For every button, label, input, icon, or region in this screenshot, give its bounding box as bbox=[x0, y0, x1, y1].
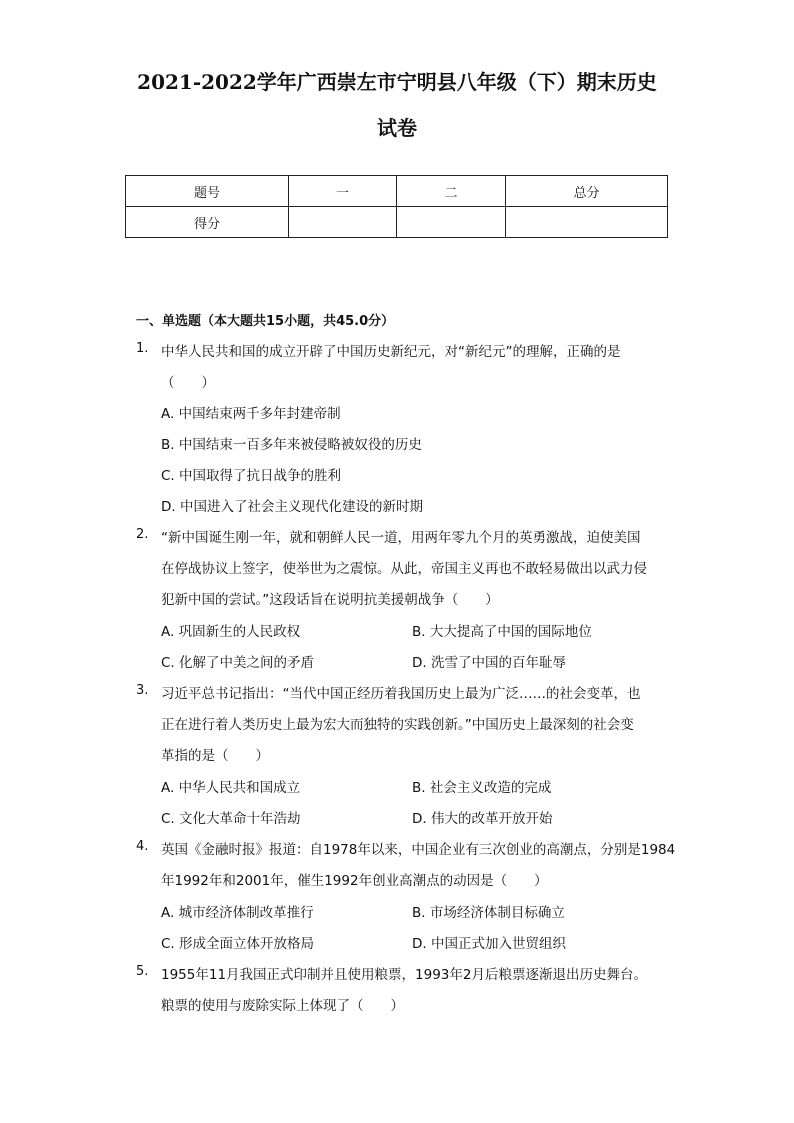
question-text-line: 年1992年和2001年，催生1992年创业高潮点的动因是（ ） bbox=[161, 873, 548, 889]
answer-option: C. 形成全面立体开放格局 bbox=[161, 936, 315, 952]
table-cell bbox=[289, 207, 397, 238]
question-text-line: 在停战协议上签字，使举世为之震惊。从此，帝国主义再也不敢轻易做出以武力侵 bbox=[161, 561, 647, 577]
answer-option: A. 巩固新生的人民政权 bbox=[161, 624, 301, 640]
answer-option: B. 社会主义改造的完成 bbox=[412, 780, 552, 796]
section-heading: 一、单选题（本大题共15小题，共45.0分） bbox=[136, 314, 395, 329]
answer-option: B. 市场经济体制目标确立 bbox=[412, 905, 565, 921]
score-table-header-row bbox=[126, 176, 668, 207]
question-number: 1. bbox=[136, 341, 149, 356]
table-cell: 得分 bbox=[126, 207, 289, 238]
answer-option: C. 化解了中美之间的矛盾 bbox=[161, 655, 315, 671]
table-header-cell: 题号 bbox=[126, 176, 289, 207]
question-text-line: 1955年11月我国正式印制并且使用粮票，1993年2月后粮票逐渐退出历史舞台。 bbox=[161, 967, 647, 983]
table-cell bbox=[397, 207, 506, 238]
answer-option: D. 伟大的改革开放开始 bbox=[412, 811, 553, 827]
table-header-cell: 一 bbox=[289, 176, 397, 207]
question-text-line: “新中国诞生刚一年，就和朝鲜人民一道，用两年零九个月的英勇激战，迫使美国 bbox=[161, 530, 641, 546]
question-number: 2. bbox=[136, 527, 149, 542]
answer-option: C. 文化大革命十年浩劫 bbox=[161, 811, 301, 827]
question-text-line: （ ） bbox=[161, 375, 215, 391]
answer-option: A. 城市经济体制改革推行 bbox=[161, 905, 314, 921]
answer-option: B. 中国结束一百多年来被侵略被奴役的历史 bbox=[161, 437, 422, 453]
answer-option: A. 中华人民共和国成立 bbox=[161, 780, 301, 796]
question-text-line: 革指的是（ ） bbox=[161, 748, 269, 764]
answer-option: C. 中国取得了抗日战争的胜利 bbox=[161, 468, 342, 484]
exam-title-line1: 2021-2022学年广西崇左市宁明县八年级（下）期末历史 bbox=[137, 70, 657, 94]
score-table bbox=[125, 175, 668, 238]
question-text-line: 英国《金融时报》报道：自1978年以来，中国企业有三次创业的高潮点，分别是1984 bbox=[161, 842, 676, 858]
answer-option: B. 大大提高了中国的国际地位 bbox=[412, 624, 592, 640]
answer-option: D. 中国进入了社会主义现代化建设的新时期 bbox=[161, 499, 423, 515]
question-text-line: 习近平总书记指出：“当代中国正经历着我国历史上最为广泛……的社会变革，也 bbox=[161, 686, 641, 702]
question-text-line: 中华人民共和国的成立开辟了中国历史新纪元，对“新纪元”的理解，正确的是 bbox=[161, 344, 621, 360]
exam-title-line2: 试卷 bbox=[377, 116, 417, 140]
table-cell bbox=[506, 207, 668, 238]
question-text-line: 犯新中国的尝试。”这段话旨在说明抗美援朝战争（ ） bbox=[161, 592, 499, 608]
answer-option: D. 中国正式加入世贸组织 bbox=[412, 936, 566, 952]
answer-option: A. 中国结束两千多年封建帝制 bbox=[161, 406, 341, 422]
question-text-line: 粮票的使用与废除实际上体现了（ ） bbox=[161, 998, 404, 1014]
question-text-line: 正在进行着人类历史上最为宏大而独特的实践创新。”中国历史上最深刻的社会变 bbox=[161, 717, 634, 733]
table-header-cell: 总分 bbox=[506, 176, 668, 207]
score-table-row bbox=[126, 207, 668, 238]
table-header-cell: 二 bbox=[397, 176, 506, 207]
question-number: 3. bbox=[136, 683, 149, 698]
question-number: 5. bbox=[136, 964, 149, 979]
answer-option: D. 洗雪了中国的百年耻辱 bbox=[412, 655, 566, 671]
question-number: 4. bbox=[136, 839, 149, 854]
